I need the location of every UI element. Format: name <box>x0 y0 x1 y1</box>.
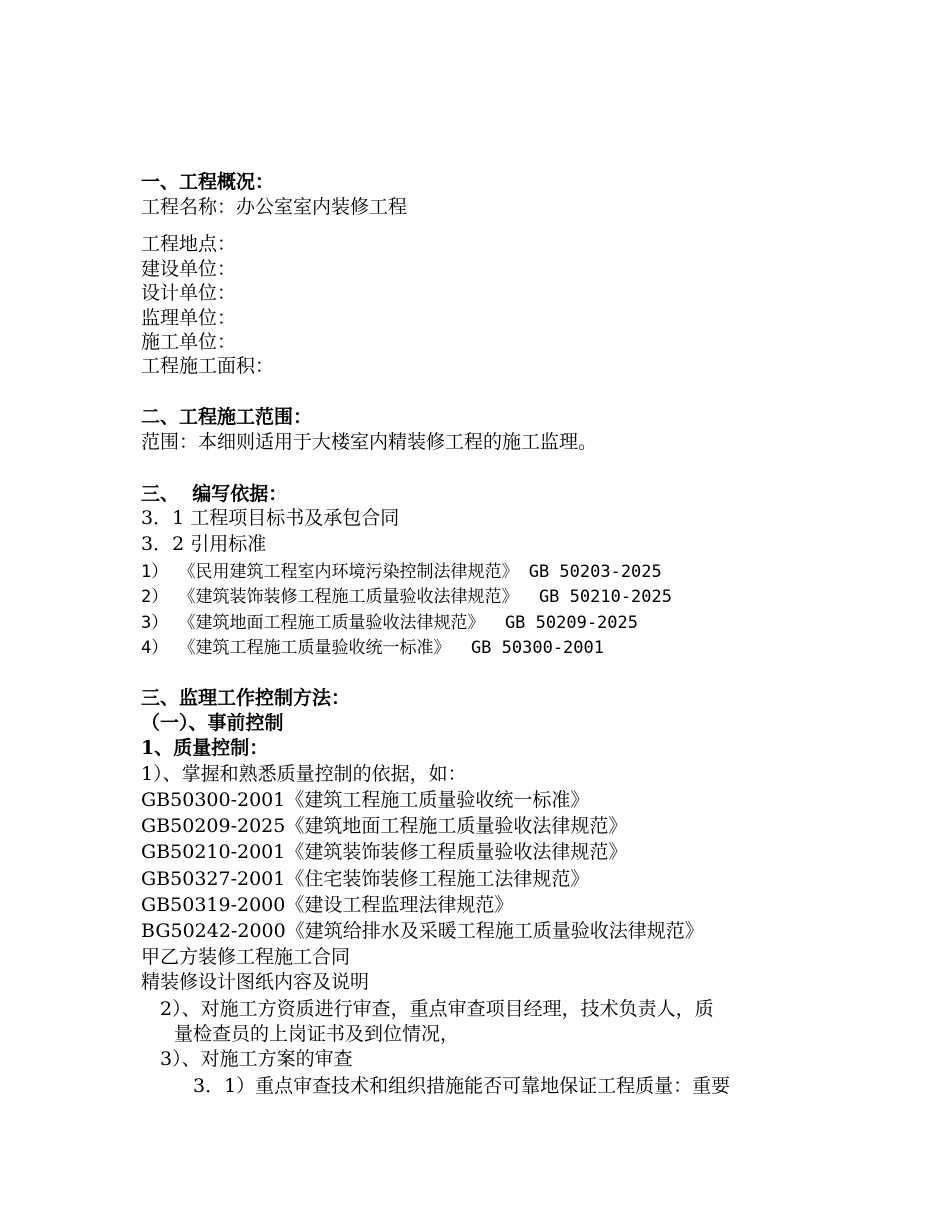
standard-item: 4） 《建筑工程施工质量验收统一标准》 GB 50300-2001 <box>141 638 604 658</box>
reference-item: GB50209-2025《建筑地面工程施工质量验收法律规范》 <box>141 815 628 837</box>
reference-item: GB50300-2001《建筑工程施工质量验收统一标准》 <box>141 789 590 811</box>
basis-item-3-2: 3．2 引用标准 <box>141 533 267 555</box>
project-location: 工程地点： <box>141 233 237 255</box>
standard-item: 2） 《建筑装饰装修工程施工质量验收法律规范》 GB 50210-2025 <box>141 587 672 607</box>
reference-item: 精装修设计图纸内容及说明 <box>141 971 370 993</box>
quality-item-2-continued: 量检查员的上岗证书及到位情况， <box>174 1023 460 1045</box>
section-heading-control: 三、监理工作控制方法： <box>141 687 351 709</box>
supervision-unit: 监理单位： <box>141 307 237 329</box>
reference-item: GB50210-2001《建筑装饰装修工程质量验收法律规范》 <box>141 841 628 863</box>
quality-item-3: 3）、对施工方案的审查 <box>160 1048 353 1070</box>
section-heading-scope: 二、工程施工范围： <box>141 406 313 428</box>
standard-item: 3） 《建筑地面工程施工质量验收法律规范》 GB 50209-2025 <box>141 613 638 633</box>
sub-heading-pre-control: （一）、事前控制 <box>141 712 284 734</box>
quality-item-3-1: 3．1）重点审查技术和组织措施能否可靠地保证工程质量：重要 <box>193 1075 731 1097</box>
reference-item: GB50327-2001《住宅装饰装修工程施工法律规范》 <box>141 868 590 890</box>
section-heading-basis: 三、 编写依据： <box>141 483 288 505</box>
basis-item-3-1: 3．1 工程项目标书及承包合同 <box>141 507 400 529</box>
construction-unit: 施工单位： <box>141 331 237 353</box>
quality-item-1: 1）、掌握和熟悉质量控制的依据，如： <box>141 763 467 785</box>
quality-item-2: 2）、对施工方资质进行审查，重点审查项目经理，技术负责人，质 <box>160 998 714 1020</box>
section-heading-overview: 一、工程概况： <box>141 171 275 193</box>
project-name: 工程名称：办公室室内装修工程 <box>141 196 408 218</box>
standard-item: 1） 《民用建筑工程室内环境污染控制法律规范》 GB 50203-2025 <box>141 562 662 582</box>
design-unit: 设计单位： <box>141 282 237 304</box>
sub-heading-quality-control: 1、质量控制： <box>141 737 269 759</box>
reference-item: 甲乙方装修工程施工合同 <box>141 946 351 968</box>
owner-unit: 建设单位： <box>141 258 237 280</box>
reference-item: BG50242-2000《建筑给排水及采暖工程施工质量验收法律规范》 <box>141 920 704 942</box>
scope-text: 范围：本细则适用于大楼室内精装修工程的施工监理。 <box>141 431 598 453</box>
reference-item: GB50319-2000《建设工程监理法律规范》 <box>141 894 514 916</box>
construction-area: 工程施工面积： <box>141 355 275 377</box>
